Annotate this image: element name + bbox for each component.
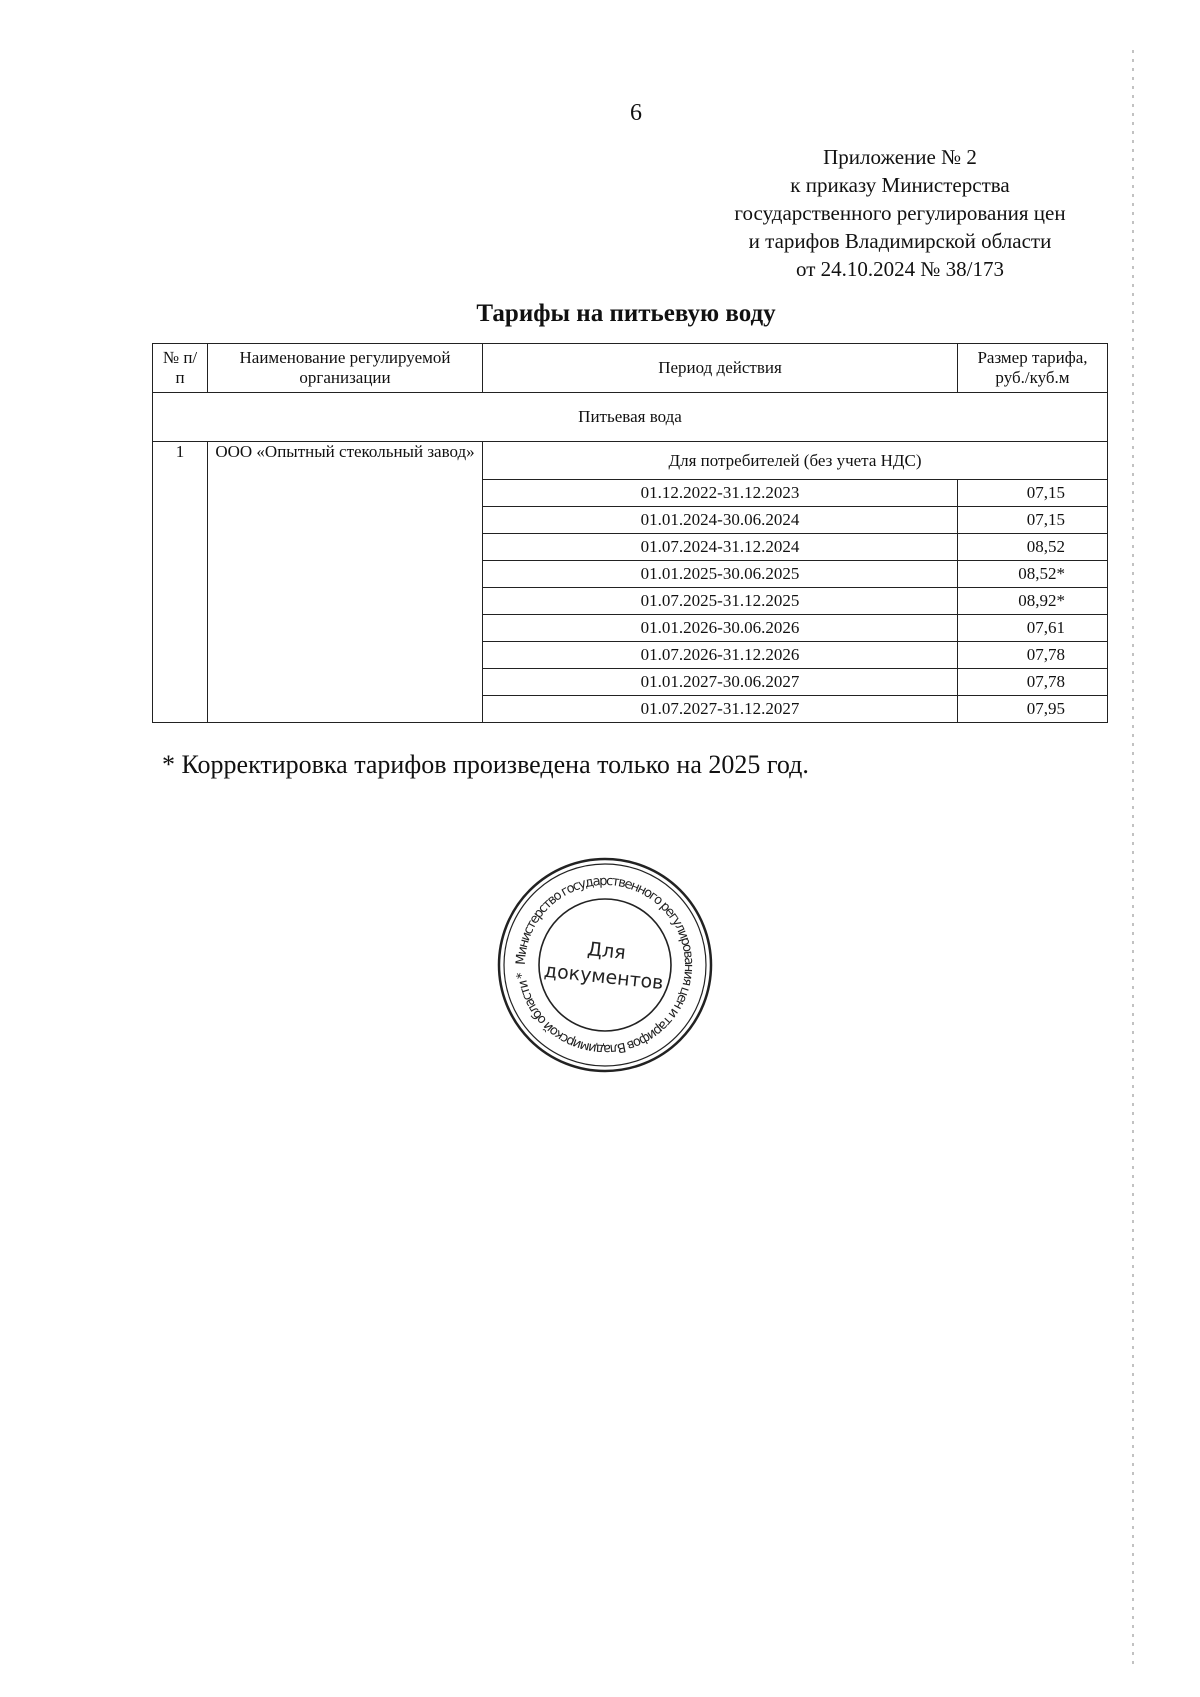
header-num: № п/п xyxy=(153,344,208,393)
period-cell: 01.01.2026-30.06.2026 xyxy=(483,615,958,642)
rate-cell: 07,78 xyxy=(958,642,1108,669)
rate-cell: 07,61 xyxy=(958,615,1108,642)
header-name: Наименование регулируемой организации xyxy=(208,344,483,393)
rate-cell: 07,95 xyxy=(958,696,1108,723)
appendix-line-1: Приложение № 2 xyxy=(823,145,977,169)
appendix-line-2: к приказу Министерства xyxy=(790,173,1010,197)
table-header-row xyxy=(153,344,1108,393)
org-number: 1 xyxy=(153,442,208,723)
header-rate: Размер тарифа, руб./куб.м xyxy=(958,344,1108,393)
period-cell: 01.07.2024-31.12.2024 xyxy=(483,534,958,561)
period-cell: 01.07.2026-31.12.2026 xyxy=(483,642,958,669)
rate-cell: 07,15 xyxy=(958,480,1108,507)
period-cell: 01.01.2024-30.06.2024 xyxy=(483,507,958,534)
official-stamp xyxy=(495,855,715,1075)
period-cell: 01.01.2027-30.06.2027 xyxy=(483,669,958,696)
period-cell: 01.07.2025-31.12.2025 xyxy=(483,588,958,615)
appendix-block xyxy=(700,143,1100,283)
consumer-label: Для потребителей (без учета НДС) xyxy=(483,442,1108,480)
section-row xyxy=(153,393,1108,442)
org-name: ООО «Опытный стекольный завод» xyxy=(208,442,483,723)
rate-cell: 08,92* xyxy=(958,588,1108,615)
stamp-center-line-2: документов xyxy=(543,959,665,995)
rate-cell: 07,15 xyxy=(958,507,1108,534)
appendix-line-4: и тарифов Владимирской области xyxy=(748,229,1052,253)
footnote: * Корректировка тарифов произведена только на 2025 год. xyxy=(162,750,809,779)
period-cell: 01.12.2022-31.12.2023 xyxy=(483,480,958,507)
page-number: 6 xyxy=(630,100,642,126)
rate-cell: 08,52* xyxy=(958,561,1108,588)
section-label: Питьевая вода xyxy=(153,393,1108,442)
appendix-line-5: от 24.10.2024 № 38/173 xyxy=(795,257,1005,281)
appendix-line-3: государственного регулирования цен xyxy=(734,201,1066,225)
tariff-table xyxy=(152,343,1108,723)
stamp-ring-text: Министерство государственного регулирования цен и тарифов Владимирской области * xyxy=(513,873,697,1057)
stamp-center-line-1: Для xyxy=(586,938,627,965)
period-cell: 01.01.2025-30.06.2025 xyxy=(483,561,958,588)
period-cell: 01.07.2027-31.12.2027 xyxy=(483,696,958,723)
rate-cell: 08,52 xyxy=(958,534,1108,561)
header-period: Период действия xyxy=(483,344,958,393)
document-title: Тарифы на питьевую воду xyxy=(476,300,776,327)
rate-cell: 07,78 xyxy=(958,669,1108,696)
scan-margin-line xyxy=(1132,50,1134,1670)
consumer-row xyxy=(153,442,1108,480)
